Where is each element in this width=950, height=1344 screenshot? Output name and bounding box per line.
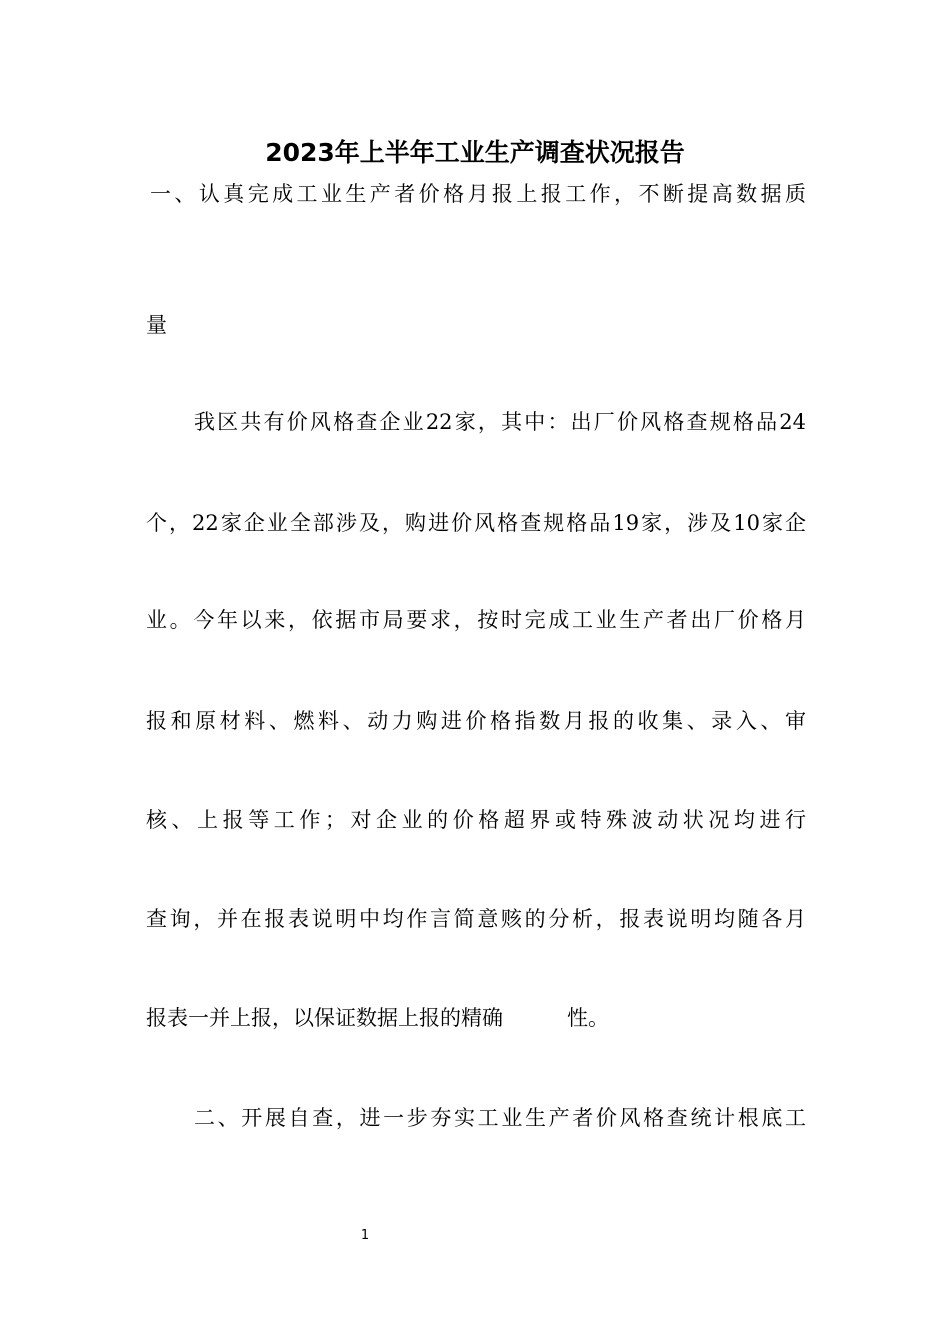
paragraph-last-line-end: 性。 <box>567 1006 609 1030</box>
paragraph-line: 业。今年以来，依据市局要求，按时完成工业生产者出厂价格月 <box>146 608 806 632</box>
section-heading-1-continuation: 量 <box>146 313 167 337</box>
section-heading-2: 二、开展自查，进一步夯实工业生产者价风格查统计根底工 <box>194 1106 806 1130</box>
paragraph-line: 核、上报等工作；对企业的价格超界或特殊波动状况均进行 <box>146 808 806 832</box>
paragraph-last-line-text: 报表一并上报，以保证数据上报的精确 <box>146 1006 503 1030</box>
document-title: 2023年上半年工业生产调查状况报告 <box>265 138 685 167</box>
paragraph-line: 查询，并在报表说明中均作言简意赅的分析，报表说明均随各月 <box>146 907 806 931</box>
paragraph-line: 我区共有价风格查企业22家，其中：出厂价风格查规格品24 <box>194 410 806 434</box>
paragraph-line: 报和原材料、燃料、动力购进价格指数月报的收集、录入、审 <box>146 709 806 733</box>
paragraph-last-line <box>146 998 806 1038</box>
paragraph-line: 个，22家企业全部涉及，购进价风格查规格品19家，涉及10家企 <box>146 511 806 535</box>
page-number: 1 <box>360 1228 370 1243</box>
section-heading-1: 一、认真完成工业生产者价格月报上报工作，不断提高数据质 <box>150 182 806 206</box>
